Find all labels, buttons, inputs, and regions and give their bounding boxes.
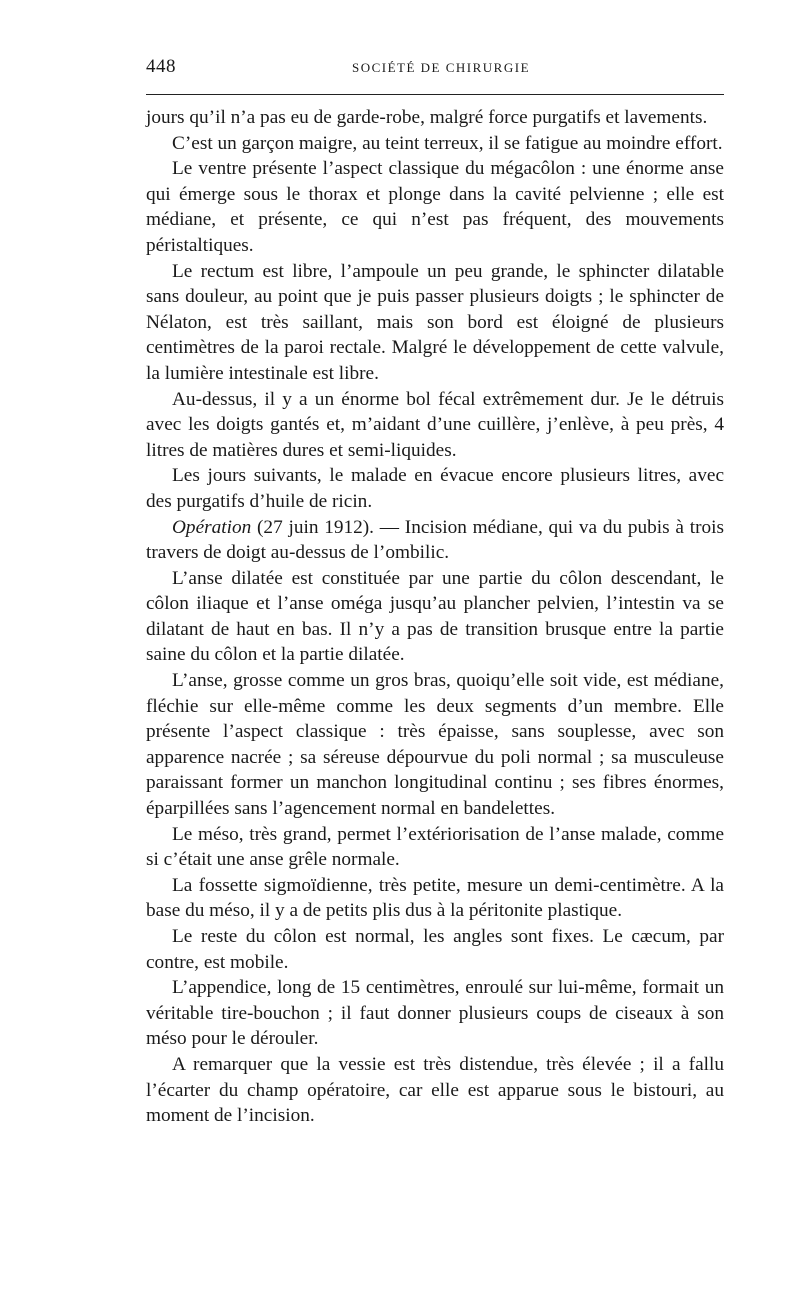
paragraph-text: Au-dessus, il y a un énorme bol fécal extrêmement dur. Je le détruis avec les doigts gantés et, m’aidant d’une cuillère, j’enlève, à peu près, 4 litres de matières dures et semi-liquides.: [146, 388, 724, 461]
paragraph-text: L’appendice, long de 15 centimètres, enroulé sur lui-même, formait un véritable tire-bouchon ; il faut donner plusieurs coups de ciseaux à son méso pour le dérouler.: [146, 977, 724, 1050]
paragraph: [146, 566, 724, 668]
book-page: [146, 52, 724, 1129]
running-title: SOCIÉTÉ DE CHIRURGIE: [351, 60, 531, 75]
paragraph-text: L’anse, grosse comme un gros bras, quoiqu’elle soit vide, est médiane, fléchie sur elle-même comme les deux segments d’un membre. Elle présente l’aspect classique : très épaisse, sans souplesse, avec son apparence nacrée ; sa séreuse dépourvue du poli normal ; sa musculeuse paraissant former un manchon longitudinal continu ; ses fibres énormes, éparpillées sans l’agencement normal en bandelettes.: [146, 670, 724, 820]
paragraph: [146, 1052, 724, 1129]
paragraph-text: Le reste du côlon est normal, les angles sont fixes. Le cæcum, par contre, est mobile.: [146, 926, 724, 973]
paragraph-text: La fossette sigmoïdienne, très petite, mesure un demi-centimètre. A la base du méso, il y a de petits plis dus à la péritonite plastique.: [146, 874, 724, 922]
paragraph: [146, 668, 724, 822]
paragraph: [146, 463, 724, 514]
paragraph-text: Les jours suivants, le malade en évacue encore plusieurs litres, avec des purgatifs d’huile de ricin.: [146, 465, 724, 512]
paragraph-text: Le ventre présente l’aspect classique du mégacôlon : une énorme anse qui émerge sous le thorax et plonge dans la cavité pelvienne ; elle est médiane, et présente, ce qui n’est pas fréquent, des mouvements péristaltiques.: [146, 158, 724, 256]
paragraph-text: (27 juin 1912). — Incision médiane, qui va du pubis à trois travers de doigt au-dessus de l’ombilic.: [146, 516, 724, 564]
page-header: [146, 52, 724, 82]
paragraph-operation: [146, 515, 724, 566]
paragraph: [146, 822, 724, 873]
paragraph: [146, 873, 724, 924]
paragraph-continuation: [146, 105, 724, 131]
paragraph-text: A remarquer que la vessie est très distendue, très élevée ; il a fallu l’écarter du champ opératoire, car elle est apparue sous le bistouri, au moment de l’incision.: [146, 1053, 724, 1127]
paragraph-text: C’est un garçon maigre, au teint terreux, il se fatigue au moindre effort.: [172, 132, 723, 154]
paragraph: [146, 387, 724, 464]
page-number: 448: [146, 56, 176, 77]
paragraph-text: L’anse dilatée est constituée par une partie du côlon descendant, le côlon iliaque et l’anse oméga jusqu’au plancher pelvien, l’intestin va se dilatant de haut en bas. Il n’y a pas de transition brusque entre la partie saine du côlon et la partie dilatée.: [146, 567, 724, 666]
paragraph: [146, 131, 724, 157]
paragraph-text: Le rectum est libre, l’ampoule un peu grande, le sphincter dilatable sans douleur, au point que je puis passer plusieurs doigts ; le sphincter de Nélaton, est très saillant, mais son bord est éloigné de plusieurs centimètres de la paroi rectale. Malgré le développement de cette valvule, la lumière intestinale est libre.: [146, 260, 724, 384]
paragraph: [146, 259, 724, 387]
paragraph: [146, 975, 724, 1052]
operation-heading: Opération: [172, 516, 252, 538]
paragraph: [146, 924, 724, 975]
header-rule: [146, 94, 724, 95]
paragraph: [146, 156, 724, 258]
body-text: [146, 105, 724, 1129]
paragraph-text: Le méso, très grand, permet l’extériorisation de l’anse malade, comme si c’était une anse grêle normale.: [146, 823, 724, 871]
paragraph-text: jours qu’il n’a pas eu de garde-robe, malgré force purgatifs et lavements.: [146, 107, 708, 128]
